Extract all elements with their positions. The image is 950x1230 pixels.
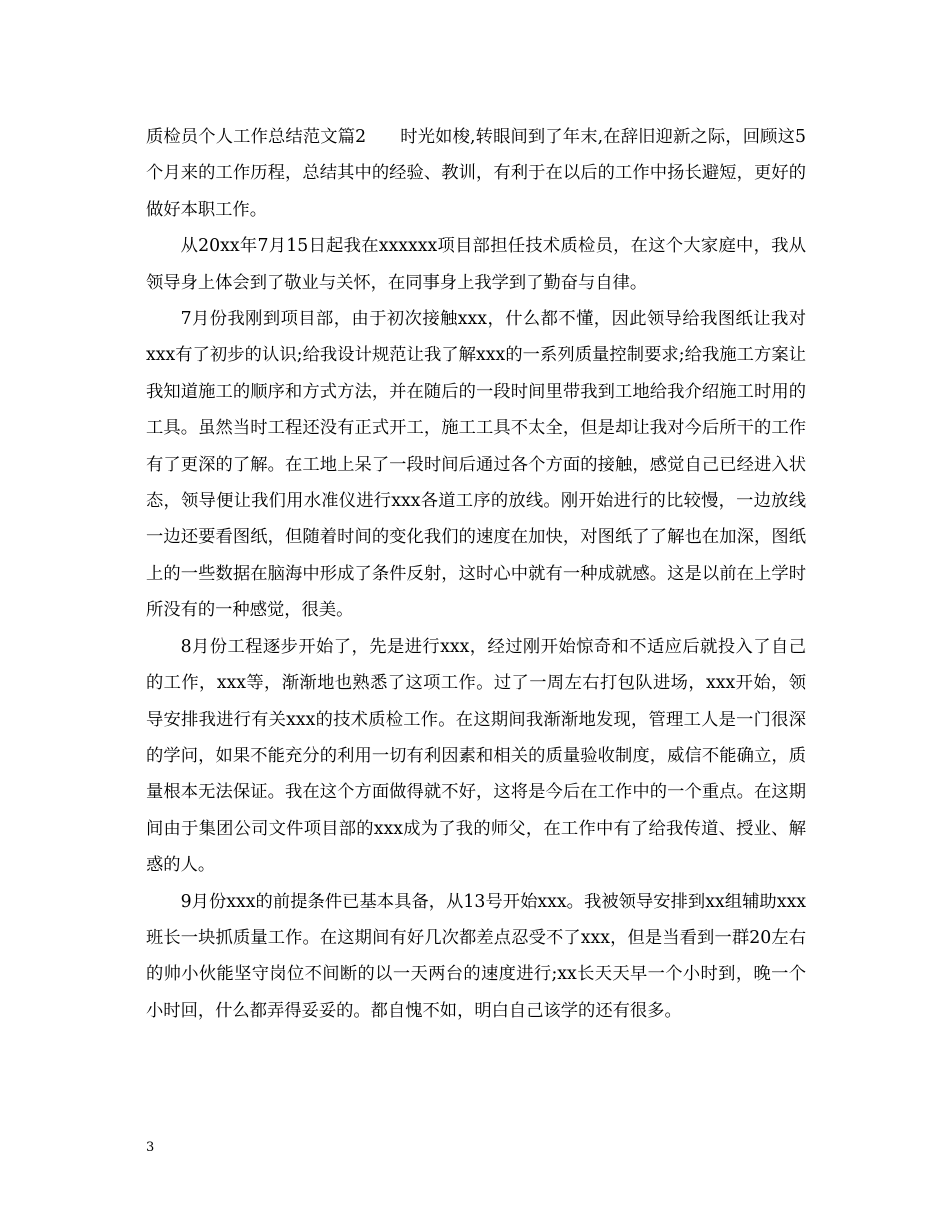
paragraph-2: 从20xx年7月15日起我在xxxxxx项目部担任技术质检员，在这个大家庭中，我从领导身上体会到了敬业与关怀，在同事身上我学到了勤奋与自律。: [146, 236, 806, 293]
page-number: 3: [146, 1140, 155, 1155]
intro-paragraph: [146, 119, 806, 228]
document-body: [146, 119, 806, 1029]
paragraph-1: 时光如梭,转眼间到了年末,在辞旧迎新之际，回顾这5个月来的工作历程，总结其中的经验、教训，有利于在以后的工作中扬长避短，更好的做好本职工作。: [146, 127, 806, 220]
paragraph-5: 9月份xxx的前提条件已基本具备，从13号开始xxx。我被领导安排到xx组辅助xxx班长一块抓质量工作。在这期间有好几次都差点忍受不了xxx，但是当看到一群20左右的帅小伙能坚守岗位不间断的以一天两台的速度进行;xx长天天早一个小时到，晚一个小时回，什么都弄得妥妥的。都自愧不如，明白自己该学的还有很多。: [146, 891, 806, 1021]
document-title: 质检员个人工作总结范文篇2: [146, 127, 367, 147]
paragraph-4: 8月份工程逐步开始了，先是进行xxx，经过刚开始惊奇和不适应后就投入了自己的工作，xxx等，渐渐地也熟悉了这项工作。过了一周左右打包队进场，xxx开始，领导安排我进行有关xxx的技术质检工作。在这期间我渐渐地发现，管理工人是一门很深的学问，如果不能充分的利用一切有利因素和相关的质量验收制度，威信不能确立，质量根本无法保证。我在这个方面做得就不好，这将是今后在工作中的一个重点。在这期间由于集团公司文件项目部的xxx成为了我的师父，在工作中有了给我传道、授业、解惑的人。: [146, 636, 807, 876]
paragraph-3: 7月份我刚到项目部，由于初次接触xxx，什么都不懂，因此领导给我图纸让我对xxx有了初步的认识;给我设计规范让我了解xxx的一系列质量控制要求;给我施工方案让我知道施工的顺序和方式方法，并在随后的一段时间里带我到工地给我介绍施工时用的工具。虽然当时工程还没有正式开工，施工工具不太全，但是却让我对今后所干的工作有了更深的了解。在工地上呆了一段时间后通过各个方面的接触，感觉自己已经进入状态，领导便让我们用水准仪进行xxx各道工序的放线。刚开始进行的比较慢，一边放线一边还要看图纸，但随着时间的变化我们的速度在加快，对图纸了了解也在加深，图纸上的一些数据在脑海中形成了条件反射，这时心中就有一种成就感。这是以前在上学时所没有的一种感觉，很美。: [146, 309, 806, 621]
